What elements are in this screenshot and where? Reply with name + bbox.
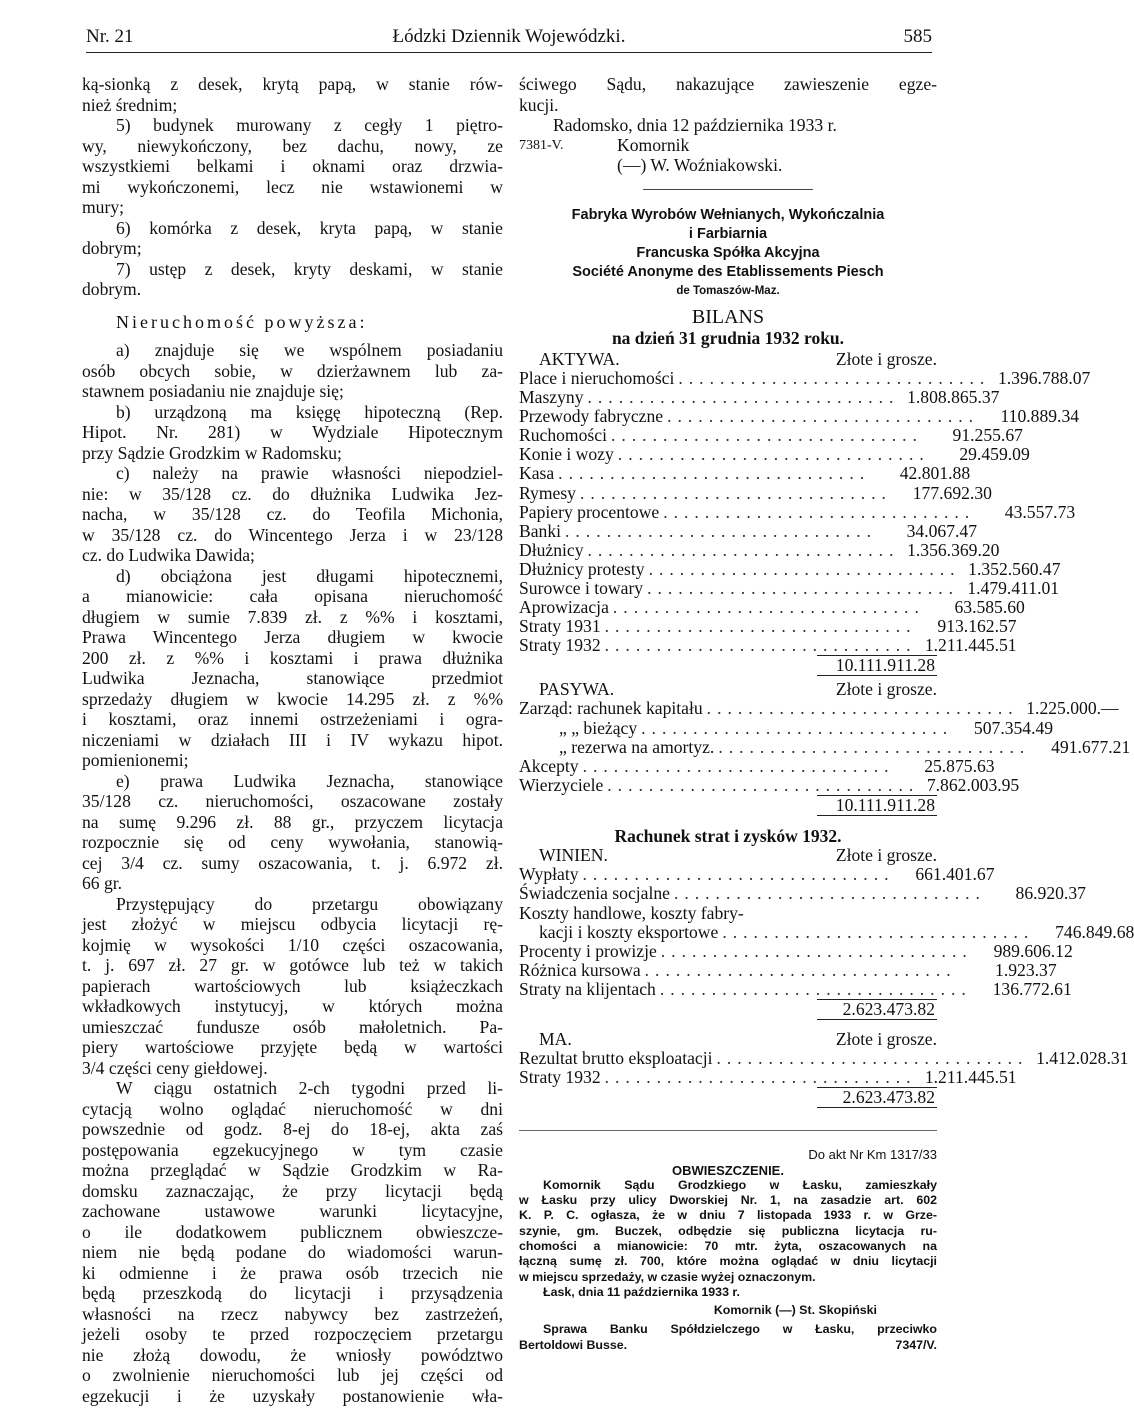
text-line: 200 zł. z %% i kosztami i prawa dłużnika [82,647,503,668]
leader-dots: .............................. [604,635,917,656]
leader-dots: .............................. [607,774,920,795]
notice-case-line [519,1338,937,1353]
text-line: długiem w sumie 7.839 zł. z %% i kosztami, [82,606,503,627]
winien-table [519,864,1134,1020]
table-row [519,368,1091,388]
text-line: a) znajduje się we wspólnem posiadaniu [116,340,503,360]
unit-label: Złote i grosze. [835,679,937,700]
row-value: 29.459.09 [959,444,1030,465]
leader-dots: .............................. [647,578,960,599]
text-line: b) urządzoną ma księgę hipoteczną (Rep. [116,401,503,422]
table-row [519,463,971,484]
text-line: t. j. 697 zł. 27 gr. w gotówce lub też w takich [82,955,503,975]
text-line: 5) budynek murowany z cegły 1 piętro- [116,115,503,135]
company-line: Société Anonyme des Etablissements Piesch [572,264,884,280]
table-row [519,444,1030,465]
leader-dots: .............................. [565,520,877,541]
publication-title: Łódzki Dziennik Wojewódzki. [392,26,626,47]
text-line: osób obcych sobie, w dzierżawnem lub za- [82,360,503,381]
row-value: 507.354.49 [973,717,1054,738]
header-rule [86,52,932,53]
row-label: Straty 1932 [519,635,601,656]
notice-line: łączną sumę zł. 700, które można oglądać w dniu licytacji [519,1254,937,1269]
leader-dots: .............................. [659,978,972,999]
row-value: 34.067.47 [906,520,977,541]
row-label: Koszty handlowe, koszty fabry- [519,902,744,923]
leader-dots: .............................. [617,444,930,465]
page-header [86,26,932,54]
table-row [519,1048,1129,1069]
table-row [519,940,1073,961]
pasywa-header [519,680,937,699]
row-label: Ruchomości [519,425,607,446]
row-value: 1.923.37 [995,959,1057,980]
leader-dots: .............................. [587,387,900,408]
row-value: 43.557.73 [1004,501,1076,522]
text-line: dobrym. [82,279,142,299]
text-line: nie: w 35/128 cz. do dłużnika Ludwika Jez- [82,483,503,504]
leader-dots: .............................. [663,501,976,522]
leader-dots: .............................. [579,482,892,503]
notice-line: chomości a mianowicie: 70 mtr. żyta, oszacowanych na [519,1239,937,1253]
row-label: Banki [519,520,562,541]
table-row [519,406,1080,427]
row-label: Place i nieruchomości [519,368,675,388]
aktywa-title: AKTYWA. [539,349,620,369]
text-line: ką-sionką z desek, krytą papą, w stanie rów- [82,74,503,94]
text-line: 66 gr. [82,873,123,893]
ma-title: MA. [539,1029,572,1050]
notice-case-ref: 7347/V. [895,1337,937,1352]
obwieszczenie-notice [519,1147,937,1353]
row-value: 1.352.560.47 [968,558,1061,579]
text-line: a mianowicie: cała opisana nieruchomość [82,586,503,606]
row-value: 746.849.68 [1055,921,1134,942]
text-line: e) prawa Ludwika Jeznacha, stanowiące [116,770,503,791]
leader-dots: .............................. [660,940,973,961]
row-value: 136.772.61 [992,978,1072,999]
row-value: 989.606.12 [993,940,1073,961]
section-heading: Nieruchomość powyższa: [116,311,368,332]
row-value: 1.412.028.31 [1036,1048,1129,1069]
text-line: kojmię w wysokości 1/10 części oszacowania, [82,934,503,955]
row-label: Przewody fabryczne [519,406,664,427]
table-row [519,501,1076,522]
table-row [519,520,977,541]
bilans-date: na dzień 31 grudnia 1932 roku. [611,327,845,348]
leader-dots: .............................. [604,1067,917,1088]
pasywa-total [519,795,937,816]
row-value: 1.225.000.— [1026,698,1119,719]
winien-total [519,999,937,1020]
row-value: 63.585.60 [954,597,1025,618]
table-row [519,578,1060,599]
notice-line: szynie, gm. Buczek, odbędzie się publiczna licytacja ru- [519,1223,937,1238]
table-row [519,959,1057,980]
text-line: cej 3/4 cz. sumy oszacowania, t. j. 6.972 zł. [82,852,503,873]
row-label: Rezultat brutto eksploatacji [519,1048,713,1069]
text-line: cytacją wolno oglądać nieruchomość w dni [82,1098,503,1119]
leader-dots: .............................. [667,406,980,427]
row-value: 1.211.445.51 [924,635,1017,656]
text-line: nie złożą dowodu, że wniosły powództwo [82,1344,503,1365]
section-divider [519,1130,937,1131]
row-label: „ „ bieżący [559,717,638,738]
row-label: Maszyny [519,387,584,408]
row-value: 7.862.003.95 [926,774,1020,795]
signer-role: Komornik [617,134,690,155]
text-line: będą przeszkodą do licytacji i przysądzenia [82,1283,503,1303]
row-label: Kasa [519,463,555,484]
leader-dots: .............................. [648,558,961,579]
text-line: sprzedaży długiem w kwocie 14.295 zł. z %% [82,688,503,709]
total-value: 2.623.473.82 [817,999,937,1020]
row-value: 42.801.88 [899,463,971,484]
text-line: wszystkiemi belkami i oknami oraz drzwia- [82,156,503,176]
table-row [519,616,1017,637]
row-label: Konie i wozy [519,444,614,465]
row-label: „ rezerwa na amortyz. [559,736,715,757]
table-row [519,978,1072,999]
row-label: Papiery procentowe [519,501,660,522]
leader-dots: .............................. [678,368,991,388]
table-row [519,597,1025,618]
row-value: 1.356.369.20 [907,539,1000,560]
text-line: można przeglądać w Sądzie Grodzkim w Ra- [82,1160,503,1180]
text-line: Przystępujący do przetargu obowiązany [116,893,503,914]
company-heading [519,206,937,301]
leader-dots: .............................. [587,539,900,560]
aktywa-total [519,655,937,676]
company-line: de Tomaszów-Maz. [676,285,780,297]
leader-dots: .............................. [641,717,954,738]
total-value: 10.111.911.28 [817,655,937,676]
company-line: i Farbiarnia [688,226,768,242]
table-row [519,736,1131,757]
text-line: ściwego Sądu, nakazujące zawieszenie egze- [519,74,937,94]
row-value: 1.396.788.07 [997,368,1091,388]
text-line: dobrym; [82,238,142,258]
winien-header [519,846,937,865]
row-value: 110.889.34 [1000,406,1080,427]
row-label: Akcepty [519,755,579,776]
table-row [519,755,995,776]
row-value: 661.401.67 [915,864,995,885]
total-value: 2.623.473.82 [817,1087,937,1108]
table-row [519,635,1017,656]
case-reference: Do akt Nr Km 1317/33 [808,1147,937,1163]
leader-dots: .............................. [644,959,957,980]
section-divider [643,189,813,190]
table-row [519,904,937,923]
table-row [519,425,1023,446]
text-line: umieszczać fundusze osób małoletnich. Pa- [82,1016,503,1037]
text-line: wkładkowych instytucyj, w których można [82,996,503,1016]
leader-dots: .............................. [582,755,895,776]
row-label: Aprowizacja [519,597,609,618]
table-row [519,698,1119,719]
table-row [519,717,1054,738]
table-row [519,482,992,503]
left-column [82,74,503,1406]
leader-dots: .............................. [558,463,871,484]
leader-dots: .............................. [706,698,1019,719]
text-line: zachowane ustawowe warunki licytacyjne, [82,1201,503,1221]
leader-dots: .............................. [610,425,923,446]
text-line: na sumę 9.296 zł. 88 gr., przyczem licytacja [82,811,503,832]
leader-dots: .............................. [612,597,925,618]
row-label: Procenty i prowizje [519,940,657,961]
text-line: o zwolnienie nieruchomości lub jej części od [82,1365,503,1385]
reference-number: 7381-V. [519,137,564,153]
table-row [519,864,995,885]
row-label: Zarząd: rachunek kapitału [519,698,703,719]
text-line: Prawa Wincentego Jerza długiem w kwocie [82,627,503,647]
text-line: papierach wartościowych lub książeczkach [82,975,503,996]
place-date: Radomsko, dnia 12 października 1933 r. [553,115,837,135]
text-line: cz. do Ludwika Dawida; [82,545,255,565]
notice-date: Łask, dnia 11 października 1933 r. [543,1284,740,1299]
text-line: powszednie od godz. 8-ej do 18-ej, akta zaś [82,1119,503,1139]
pasywa-table [519,698,1131,815]
notice-signer: Komornik (—) St. Skopiński [713,1303,877,1318]
row-label: Surowce i towary [519,578,644,599]
notice-title: OBWIESZCZENIE. [672,1162,784,1178]
text-line: W ciągu ostatnich 2-ch tygodni przed li- [116,1078,503,1098]
total-value: 10.111.911.28 [817,795,937,816]
table-row [519,1067,1017,1088]
issue-number: Nr. 21 [86,26,134,47]
row-label: Świadczenia socjalne [519,883,670,904]
signature-block [519,136,937,155]
text-line: pomienionemi; [82,750,189,770]
text-line: nacha, w 35/128 cz. do Teofila Michonia, [82,504,503,524]
text-line: piery wartościowe przyjęte będą w wartości [82,1037,503,1057]
winien-title: WINIEN. [539,845,608,866]
text-line: przy Sądzie Grodzkim w Radomsku; [82,442,342,463]
page-number: 585 [903,26,932,47]
text-line: c) należy na prawie własności niepodziel- [116,463,503,483]
ma-total [519,1087,937,1108]
text-line: mury; [82,197,125,217]
notice-line: K. P. C. ogłasza, że w dniu 7 listopada 1933 r. w Grze- [519,1208,937,1223]
text-line: jest złożyć w miejscu odbycia licytacji rę- [82,914,503,934]
table-row [519,883,1086,904]
aktywa-header [519,350,937,369]
notice-case: Sprawa Banku Spółdzielczego w Łasku, przeciwko [543,1322,937,1337]
signature: (—) W. Woźniakowski. [617,154,783,175]
notice-line: w Łasku przy ulicy Dworskiej Nr. 1, na zasadzie art. 602 [519,1193,937,1208]
row-label: kacji i koszty eksportowe [539,921,719,942]
row-value: 491.677.21 [1051,736,1131,757]
text-line: domsku zaznaczając, że przy licytacji będą [82,1180,503,1201]
table-row [519,921,1134,942]
row-value: 913.162.57 [937,616,1017,637]
text-line: Ludwika Jeznacha, stanowiące przedmiot [82,668,503,688]
row-value: 91.255.67 [952,425,1023,446]
leader-dots: .............................. [718,736,1031,757]
text-line: niczeniami w działach III i IV wykazu hipot. [82,729,503,750]
aktywa-table [519,368,1091,676]
right-column [519,74,1134,1353]
text-line: własności na rzecz nabywcy bez zastrzeżeń, [82,1303,503,1324]
leader-dots: .............................. [673,883,986,904]
bilans-title: BILANS [691,306,765,328]
row-value: 1.808.865.37 [907,387,1000,408]
notice-line: w miejscu sprzedaży, w czasie wyżej oznaczonym. [519,1269,816,1284]
leader-dots: .............................. [604,616,917,637]
text-line: rozpocznie się od ceny wywołania, stanowią- [82,832,503,852]
text-line: stawnem posiadaniu nie znajduje się; [82,381,344,401]
unit-label: Złote i grosze. [835,1029,937,1050]
text-line: niem nie będą podane do wiadomości warun- [82,1242,503,1262]
table-row [519,539,1000,560]
text-line: jeżeli osoby te przed rozpoczęciem przetargu [82,1324,503,1344]
company-line: Fabryka Wyrobów Wełnianych, Wykończalnia [571,207,885,223]
pasywa-title: PASYWA. [539,679,615,700]
row-label: Dłużnicy [519,539,584,560]
company-line: Francuska Spółka Akcyjna [636,245,820,261]
text-line: wy, niewykończony, bez dachu, nowy, ze [82,135,503,156]
text-line: kucji. [519,94,559,115]
leader-dots: .............................. [716,1048,1029,1069]
text-line: i kosztami, oraz innemi ostrzeżeniami i ogra- [82,709,503,729]
row-value: 1.211.445.51 [924,1067,1017,1088]
row-label: Rymesy [519,482,576,503]
table-row [519,558,1061,579]
text-line: 35/128 cz. nieruchomości, oszacowane zostały [82,791,503,811]
unit-label: Złote i grosze. [835,845,937,866]
text-line: Hipot. Nr. 281) w Wydziale Hipotecznym [82,422,503,442]
text-line: 3/4 części ceny giełdowej. [82,1057,268,1078]
notice-line: Komornik Sądu Grodzkiego w Łasku, zamieszkały [543,1177,937,1192]
table-row [519,387,1000,408]
row-value: 25.875.63 [924,755,995,776]
row-label: Straty 1931 [519,616,601,637]
unit-label: Złote i grosze. [835,349,937,369]
row-label: Straty na klijentach [519,978,656,999]
ma-header [519,1030,937,1049]
text-line: w 35/128 cz. do Wincentego Jerza i w 23/128 [82,524,503,545]
row-label: Różnica kursowa [519,959,641,980]
notice-case-party: Bertoldowi Busse. [519,1337,628,1352]
text-line: 7) ustęp z desek, kryty deskami, w stanie [116,258,503,279]
text-line: postępowania egzekucyjnego w tym czasie [82,1139,503,1160]
row-label: Dłużnicy protesty [519,558,645,579]
text-line: nież średnim; [82,94,178,115]
row-label: Straty 1932 [519,1067,601,1088]
table-row [519,774,1020,795]
row-label: Wypłaty [519,864,579,885]
text-line: o ile dodatkowem publicznem obwieszcze- [82,1221,503,1242]
leader-dots: .............................. [722,921,1035,942]
text-line: ki odmienne i że prawa osób trzecich nie [82,1262,503,1283]
row-value: 1.479.411.01 [967,578,1060,599]
leader-dots: .............................. [582,864,895,885]
row-value: 177.692.30 [912,482,992,503]
rachunek-title: Rachunek strat i zysków 1932. [614,825,842,846]
ma-table [519,1048,1129,1108]
row-label: Wierzyciele [519,774,604,795]
text-line: 6) komórka z desek, kryta papą, w stanie [116,217,503,238]
text-line: egzekucji i że uzyskały postanowienie wła- [82,1385,503,1406]
text-line: mi wykończonemi, lecz nie wstawionemi w [82,176,503,197]
text-line: d) obciążona jest długami hipotecznemi, [116,565,503,586]
row-value: 86.920.37 [1015,883,1086,904]
